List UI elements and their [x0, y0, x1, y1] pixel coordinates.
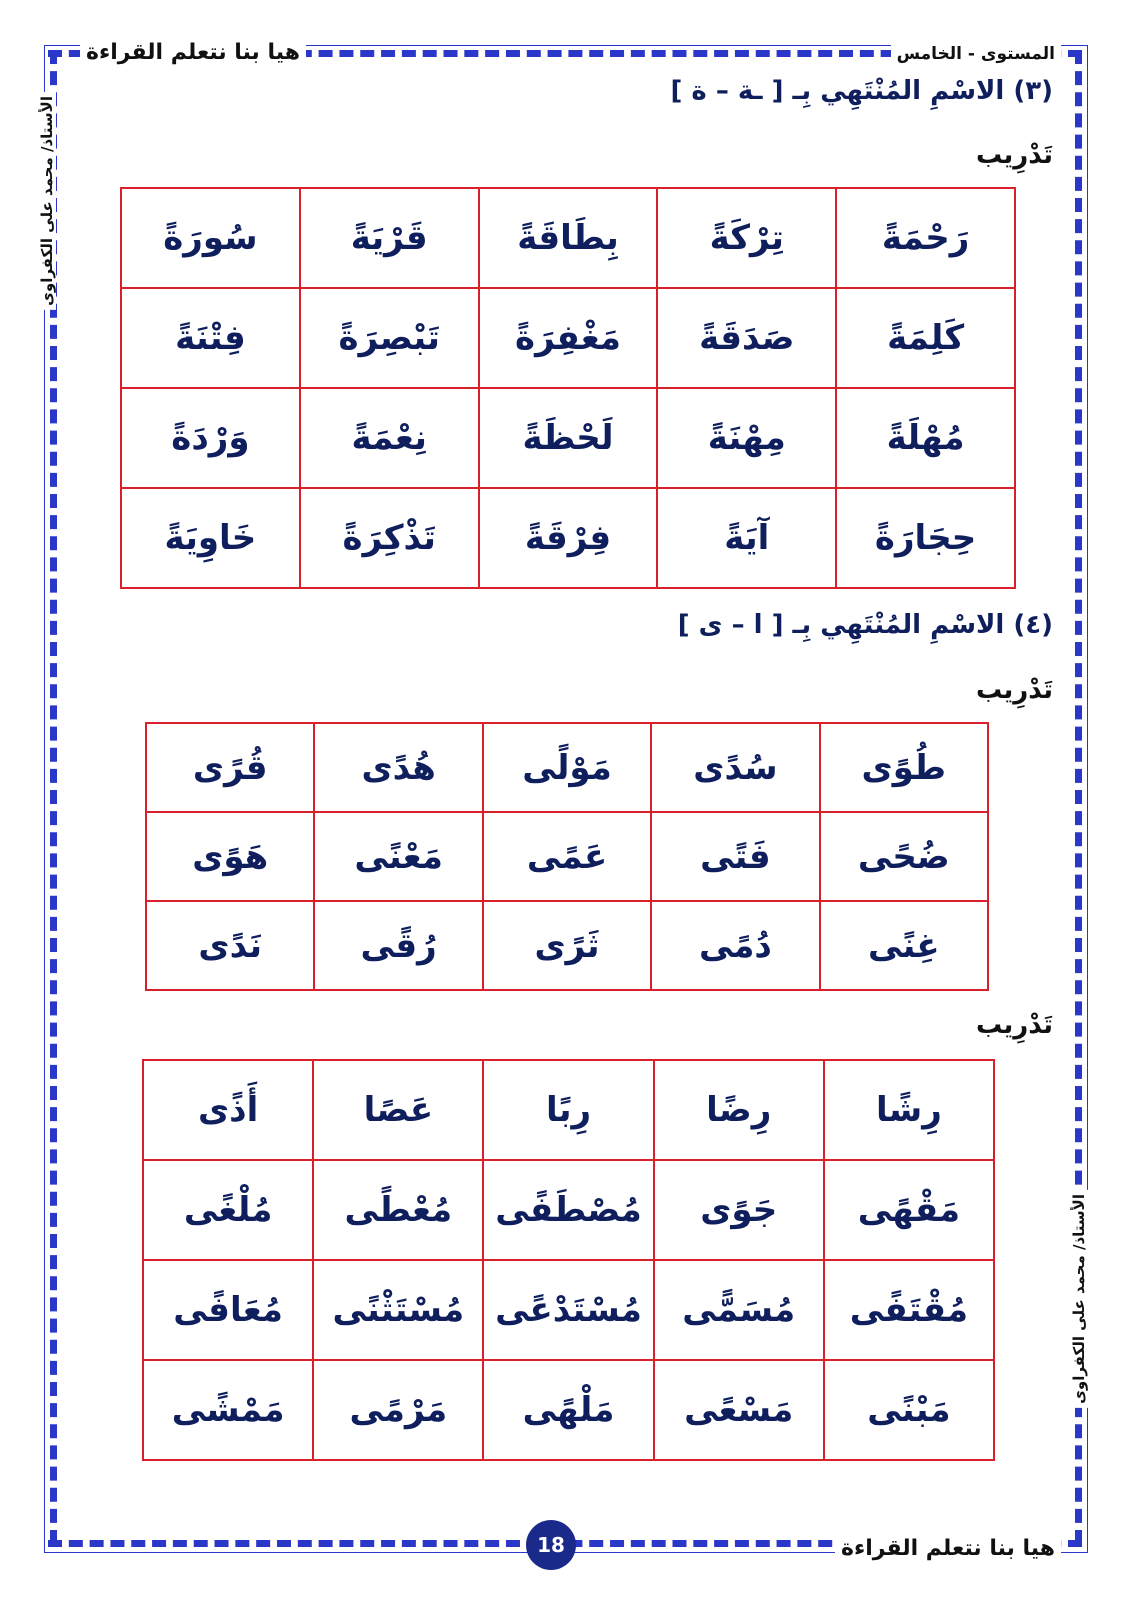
word-cell: مُلْغًى — [143, 1160, 313, 1260]
word-cell: صَدَقَةً — [657, 288, 836, 388]
word-cell: سُدًى — [651, 723, 819, 812]
word-cell: فَتًى — [651, 812, 819, 901]
header-title: هيا بنا نتعلم القراءة — [80, 40, 306, 65]
word-cell: مَغْفِرَةً — [479, 288, 658, 388]
word-cell: نَدًى — [146, 901, 314, 990]
word-cell: ثَرًى — [483, 901, 651, 990]
word-cell: سُورَةً — [121, 188, 300, 288]
word-cell: لَحْظَةً — [479, 388, 658, 488]
footer-title: هيا بنا نتعلم القراءة — [835, 1536, 1061, 1561]
word-cell: مَعْنًى — [314, 812, 482, 901]
table-row — [143, 1260, 994, 1360]
word-grid-2 — [145, 722, 989, 991]
word-cell: خَاوِيَةً — [121, 488, 300, 588]
word-cell: مُقْتَفًى — [824, 1260, 994, 1360]
table-row — [146, 812, 988, 901]
word-cell: هَوًى — [146, 812, 314, 901]
word-cell: تَبْصِرَةً — [300, 288, 479, 388]
word-cell: أَذًى — [143, 1060, 313, 1160]
table-row — [143, 1160, 994, 1260]
word-cell: ضُحًى — [820, 812, 988, 901]
side-credit-right: الأستاذ/ محمد على الكفراوى — [1070, 1190, 1088, 1408]
table-row — [146, 901, 988, 990]
word-cell: مِهْنَةً — [657, 388, 836, 488]
word-grid-1 — [120, 187, 1016, 589]
header-level: المستوى - الخامس — [891, 44, 1061, 64]
word-grid-3 — [142, 1059, 995, 1461]
word-cell: مَمْشًى — [143, 1360, 313, 1460]
word-cell: مَلْهًى — [483, 1360, 653, 1460]
section-heading-3: (٣) الاسْمِ المُنْتَهِي بِـ [ ـة – ة ] — [670, 76, 1053, 106]
section-heading-4: (٤) الاسْمِ المُنْتَهِي بِـ [ ا – ى ] — [677, 610, 1053, 640]
table-row — [121, 188, 1015, 288]
word-cell: قَرْيَةً — [300, 188, 479, 288]
word-cell: هُدًى — [314, 723, 482, 812]
word-cell: رِضًا — [654, 1060, 824, 1160]
page-number: 18 — [526, 1520, 576, 1570]
table-row — [143, 1360, 994, 1460]
drill-label-2: تَدْرِيب — [975, 675, 1053, 705]
table-row — [121, 488, 1015, 588]
drill-label-3: تَدْرِيب — [975, 1010, 1053, 1040]
word-cell: مُسْتَثْنًى — [313, 1260, 483, 1360]
word-cell: تَذْكِرَةً — [300, 488, 479, 588]
word-cell: طُوًى — [820, 723, 988, 812]
table-row — [146, 723, 988, 812]
word-cell: تِرْكَةً — [657, 188, 836, 288]
word-cell: مَبْنًى — [824, 1360, 994, 1460]
word-cell: مَوْلًى — [483, 723, 651, 812]
word-cell: مُعْطًى — [313, 1160, 483, 1260]
table-row — [121, 388, 1015, 488]
word-cell: جَوًى — [654, 1160, 824, 1260]
word-cell: عَصًا — [313, 1060, 483, 1160]
drill-label-1: تَدْرِيب — [975, 140, 1053, 170]
table-row — [143, 1060, 994, 1160]
word-cell: دُمًى — [651, 901, 819, 990]
word-cell: مُهْلَةً — [836, 388, 1015, 488]
word-cell: نِعْمَةً — [300, 388, 479, 488]
word-cell: آيَةً — [657, 488, 836, 588]
word-cell: كَلِمَةً — [836, 288, 1015, 388]
word-cell: مُصْطَفًى — [483, 1160, 653, 1260]
side-credit-left: الأستاذ/ محمد على الكفراوى — [38, 92, 56, 310]
word-cell: رِشًا — [824, 1060, 994, 1160]
word-cell: مُسَمًّى — [654, 1260, 824, 1360]
word-cell: وَرْدَةً — [121, 388, 300, 488]
word-cell: فِرْقَةً — [479, 488, 658, 588]
word-cell: مَرْمًى — [313, 1360, 483, 1460]
word-cell: رِبًا — [483, 1060, 653, 1160]
word-cell: مُسْتَدْعًى — [483, 1260, 653, 1360]
word-cell: قُرًى — [146, 723, 314, 812]
word-cell: مُعَافًى — [143, 1260, 313, 1360]
word-cell: مَسْعًى — [654, 1360, 824, 1460]
table-row — [121, 288, 1015, 388]
word-cell: رَحْمَةً — [836, 188, 1015, 288]
word-cell: غِنًى — [820, 901, 988, 990]
word-cell: عَمًى — [483, 812, 651, 901]
word-cell: حِجَارَةً — [836, 488, 1015, 588]
word-cell: فِتْنَةً — [121, 288, 300, 388]
word-cell: مَقْهًى — [824, 1160, 994, 1260]
word-cell: رُقًى — [314, 901, 482, 990]
word-cell: بِطَاقَةً — [479, 188, 658, 288]
